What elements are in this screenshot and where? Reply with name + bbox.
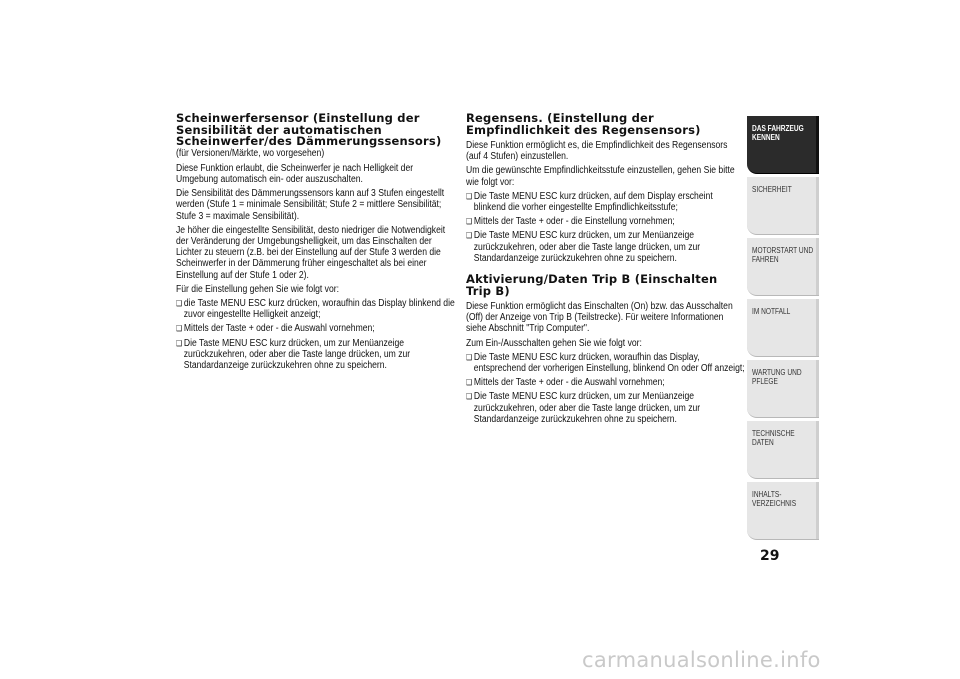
availability-note: (für Versionen/Märkte, wo vorgesehen) <box>176 147 325 159</box>
paragraph: Die Sensibilität des Dämmerungssensors kann auf 3 Stufen eingestellt werden (Stufe 1 = minimale Sensibilität; Stufe 2 = mittlere Sensibilität; Stufe 3 = maximale Sensibilität). <box>176 188 445 222</box>
tab-label: TECHNISCHE DATEN <box>752 429 795 447</box>
section-heading-headlight-sensor: Scheinwerfersensor (Einstellung der Sensibilität der automatischen Scheinwerfer/des Dämmerungssensors) <box>176 111 442 148</box>
paragraph: Diese Funktion erlaubt, die Scheinwerfer je nach Helligkeit der Umgebung automatisch ein- oder auszuschalten. <box>176 162 414 185</box>
bullet-item: ❑ Mittels der Taste + oder - die Auswahl vornehmen; <box>466 377 745 388</box>
tab-sicherheit[interactable] <box>747 177 819 235</box>
bullet-item: ❑ Mittels der Taste + oder - die Einstellung vornehmen; <box>466 216 745 227</box>
left-column <box>176 111 455 374</box>
chapter-tabs <box>747 116 819 543</box>
tab-label: SICHERHEIT <box>752 185 792 194</box>
tab-label: WARTUNG UND PFLEGE <box>752 368 802 386</box>
bullet-item: ❑ Die Taste MENU ESC kurz drücken, auf dem Display erscheint blinkend die vorher eingestellte Empfindlichkeitsstufe; <box>466 191 745 213</box>
tab-das-fahrzeug-kennen[interactable] <box>747 116 819 174</box>
tab-label: DAS FAHRZEUG KENNEN <box>752 124 804 142</box>
bullet-item: ❑ Die Taste MENU ESC kurz drücken, um zur Menüanzeige zurückzukehren, oder aber die Taste lange drücken, um zur Standardanzeige zurückzukehren ohne zu speichern. <box>466 391 745 425</box>
section-heading-trip-b: Aktivierung/Daten Trip B (Einschalten Trip B) <box>466 272 718 298</box>
paragraph: Um die gewünschte Empfindlichkeitsstufe einzustellen, gehen Sie bitte wie folgt vor: <box>466 165 735 188</box>
paragraph: Diese Funktion ermöglicht es, die Empfindlichkeit des Regensensors (auf 4 Stufen) einzustellen. <box>466 140 728 163</box>
tab-technische-daten[interactable] <box>747 421 819 479</box>
tab-inhaltsverzeichnis[interactable] <box>747 482 819 540</box>
bullet-item: ❑ Die Taste MENU ESC kurz drücken, woraufhin das Display, entsprechend der vorherigen Einstellung, blinkend On oder Off anzeigt; <box>466 352 745 374</box>
paragraph: Diese Funktion ermöglicht das Einschalten (On) bzw. das Ausschalten (Off) der Anzeige von Trip B (Teilstrecke). Für weitere Informationen siehe Abschnitt "Trip Computer". <box>466 301 733 335</box>
paragraph: Für die Einstellung gehen Sie wie folgt vor: <box>176 283 340 295</box>
page-number: 29 <box>760 548 780 564</box>
bullet-item: ❑ die Taste MENU ESC kurz drücken, woraufhin das Display blinkend die zuvor eingestellte Helligkeit anzeigt; <box>176 298 455 320</box>
right-column <box>466 111 745 428</box>
bullet-item: ❑ Die Taste MENU ESC kurz drücken, um zur Menüanzeige zurückzukehren, oder aber die Taste lange drücken, um zur Standardanzeige zurückzukehren ohne zu speichern. <box>466 230 745 264</box>
section-heading-rain-sensor: Regensens. (Einstellung der Empfindlichkeit des Regensensors) <box>466 111 701 137</box>
bullet-item: ❑ Die Taste MENU ESC kurz drücken, um zur Menüanzeige zurückzukehren, oder aber die Taste lange drücken, um zur Standardanzeige zurückzukehren ohne zu speichern. <box>176 338 455 372</box>
bullet-item: ❑ Mittels der Taste + oder - die Auswahl vornehmen; <box>176 323 455 334</box>
paragraph: Zum Ein-/Ausschalten gehen Sie wie folgt vor: <box>466 337 642 349</box>
tab-motorstart-und-fahren[interactable] <box>747 238 819 296</box>
watermark: carmanualsonline.info <box>582 648 821 672</box>
tab-label: IM NOTFALL <box>752 307 791 316</box>
tab-label: INHALTS- VERZEICHNIS <box>752 490 797 508</box>
paragraph: Je höher die eingestellte Sensibilität, desto niedriger die Notwendigkeit der Veränderung der Umgebungshelligkeit, um das Einschalten der Lichter zu steuern (z.B. bei der Einstellung auf der Stufe 3 werden die Scheinwerfer in der Dämmerung früher eingeschaltet als bei einer Einstellung auf der Stufe 1 oder 2). <box>176 224 446 281</box>
tab-wartung-und-pflege[interactable] <box>747 360 819 418</box>
tab-label: MOTORSTART UND FAHREN <box>752 246 814 264</box>
tab-im-notfall[interactable] <box>747 299 819 357</box>
